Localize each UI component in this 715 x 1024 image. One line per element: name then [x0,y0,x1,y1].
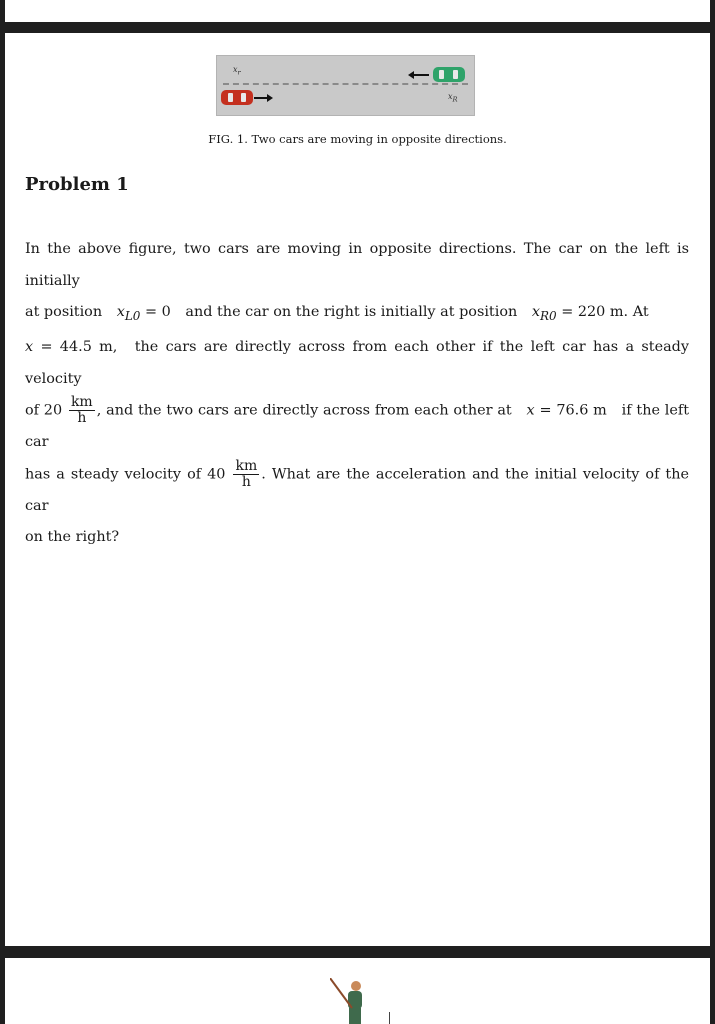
previous-page-bottom [5,0,710,22]
problem-text-fragment: At [632,304,649,320]
problem-text-fragment: at position [25,304,103,320]
math-value: = 0 [140,304,171,320]
road-lane-dashes [223,83,468,85]
two-cars-figure [216,55,475,116]
problem-text-fragment: on the right? [25,529,120,546]
post-line [389,1012,390,1024]
math-x: x [526,402,535,419]
problem-text-fragment: the cars are directly across from each other if the left car has a steady velocity [25,339,690,387]
problem-text-fragment: of 20 [25,402,63,419]
right-car-icon [433,67,465,82]
left-car-icon [221,90,253,105]
math-value: = 76.6 m [534,402,607,419]
problem-text-fragment: if the left car [25,402,690,451]
problem-title: Problem 1 [25,174,129,195]
document-page [5,33,710,946]
figure-label-right: $x_R$ [448,92,458,104]
km-per-h-fraction: $\frac{km}{h}$ [70,394,93,427]
math-x: x [116,304,125,320]
math-sub: L0 [124,308,141,323]
math-x: x [25,339,34,356]
math-sub: R0 [539,308,557,323]
right-car-velocity-arrow-icon [413,74,429,76]
problem-statement [25,234,689,554]
problem-text-fragment: , and the two cars are directly across from each other at [96,402,512,419]
problem-text-fragment: . What are the acceleration and the initial velocity of the car [25,466,689,514]
problem-text-fragment: and the car on the right is initially at position [185,304,518,320]
worker-figure-icon [330,978,370,1024]
km-per-h-fraction: $\frac{km}{h}$ [235,457,258,490]
figure-label-left: $x_r$ [233,65,241,77]
math-value: = 220 m. [556,304,629,320]
problem-line-1: In the above figure, two cars are moving in opposite directions. The car on the left is initially [25,241,689,289]
next-page [5,958,710,1024]
problem-text-fragment: has a steady velocity of 40 [25,466,226,483]
left-car-velocity-arrow-icon [254,97,268,99]
math-value: = 44.5 m, [33,339,118,356]
math-x: x [531,304,540,320]
figure-caption: FIG. 1. Two cars are moving in opposite directions. [208,132,507,146]
